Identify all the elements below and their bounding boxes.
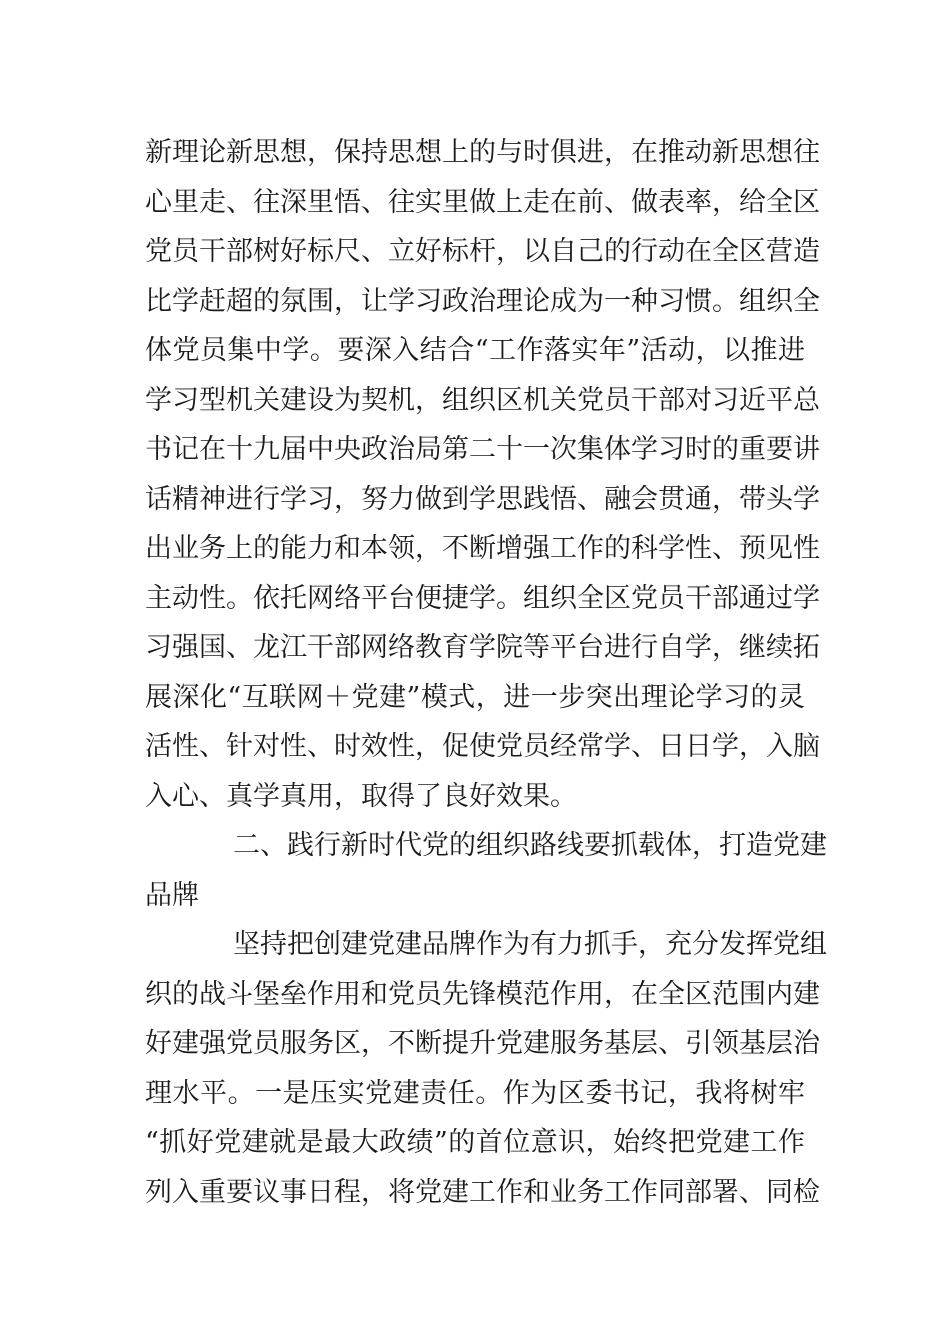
text-line: 书记在十九届中央政治局第二十一次集体学习时的重要讲 (145, 434, 820, 465)
text-line: 理水平。一是压实党建责任。作为区委书记，我将树牢 (145, 1078, 805, 1109)
text-line: 活性、针对性、时效性，促使党员经常学、日日学，入脑 (145, 731, 820, 762)
text-line: 主动性。依托网络平台便捷学。组织全区党员干部通过学 (145, 583, 820, 614)
text-line: 展深化“互联网＋党建”模式，进一步突出理论学习的灵 (145, 682, 805, 713)
text-line: 织的战斗堡垒作用和党员先锋模范作用，在全区范围内建 (145, 979, 820, 1010)
text-line: 入心、真学真用，取得了良好效果。 (145, 781, 577, 812)
text-line: 出业务上的能力和本领，不断增强工作的科学性、预见性 (145, 533, 820, 564)
text-line: 党员干部树好标尺、立好标杆，以自己的行动在全区营造 (145, 236, 820, 267)
text-line: 话精神进行学习，努力做到学思践悟、融会贯通，带头学 (145, 484, 820, 515)
text-line: 新理论新思想，保持思想上的与时俱进，在推动新思想往 (145, 137, 820, 168)
text-line: 心里走、往深里悟、往实里做上走在前、做表率，给全区 (145, 187, 820, 218)
text-line: 体党员集中学。要深入结合“工作落实年”活动，以推进 (145, 335, 805, 366)
text-line: 比学赶超的氛围，让学习政治理论成为一种习惯。组织全 (145, 286, 820, 317)
section-heading-line: 二、践行新时代党的组织路线要抓载体，打造党建 (233, 830, 827, 861)
text-line: 坚持把创建党建品牌作为有力抓手，充分发挥党组 (233, 929, 827, 960)
section-heading-line: 品牌 (145, 880, 199, 911)
text-line: 列入重要议事日程，将党建工作和业务工作同部署、同检 (145, 1177, 820, 1208)
text-line: 习强国、龙江干部网络教育学院等平台进行自学，继续拓 (145, 632, 820, 663)
text-line: 好建强党员服务区，不断提升党建服务基层、引领基层治 (145, 1028, 820, 1059)
text-line: “抓好党建就是最大政绩”的首位意识，始终把党建工作 (145, 1127, 805, 1158)
text-line: 学习型机关建设为契机，组织区机关党员干部对习近平总 (145, 385, 820, 416)
